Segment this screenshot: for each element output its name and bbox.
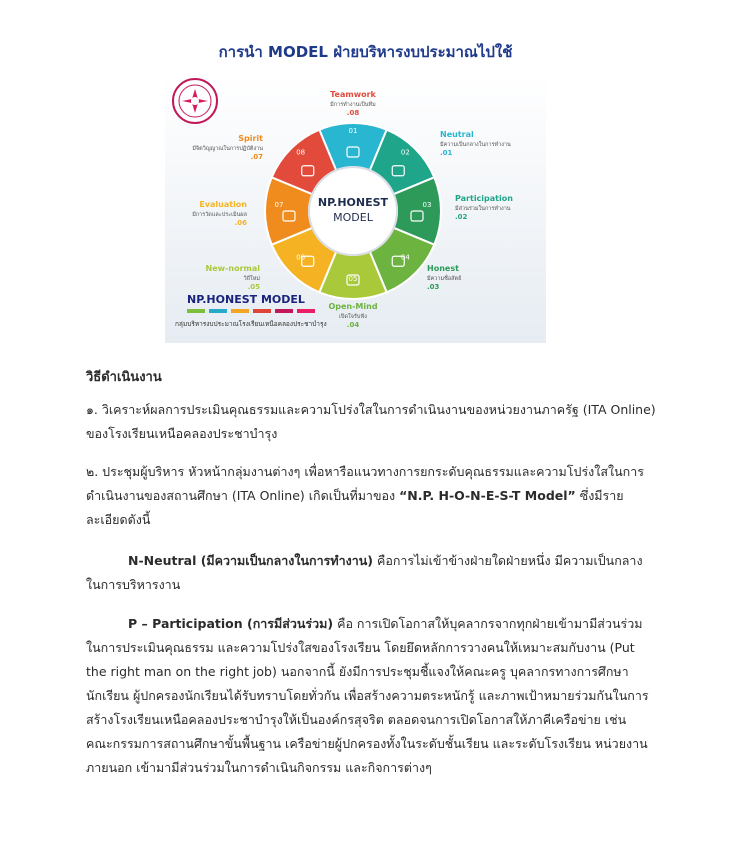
segment-number: 03 bbox=[422, 201, 432, 209]
segment-code: .03 bbox=[427, 283, 440, 291]
segment-title: Neutral bbox=[440, 130, 474, 139]
participation-text: คือ การเปิดโอกาสให้บุคลากรจากทุกฝ่ายเข้ามามีส่วนร่วมในการประเมินคุณธรรม และความโปร่งใสของโรงเรียน โดยยึดหลักการวางคนให้เหมาะสมกับงาน (Put the right man on the right job) นอกจากนี้ ยังมีการประชุมชี้แจงให้คณะครู บุคลากรทางการศึกษา นักเรียน ผู้ปกครองนักเรียนได้รับทราบโดยทั่วกัน เพื่อสร้างความตระหนักรู้ และภาพเป้าหมายร่วมกันในการสร้างโรงเรียนเหนือคลองประชาบำรุงให้เป็นองค์กรสุจริต ตลอดจนการเปิดโอกาสให้ภาคีเครือข่าย เช่น คณะกรรมการสถานศึกษาขั้นพื้นฐาน เครือข่ายผู้ปกครองทั้งในระดับชั้นเรียน และระดับโรงเรียน หน่วยงานภายนอก เข้ามามีส่วนร่วมในการดำเนินกิจกรรม และกิจการต่างๆ bbox=[86, 616, 649, 775]
segment-number: 06 bbox=[296, 253, 306, 262]
participation-term: P – Participation (การมีส่วนร่วม) bbox=[128, 616, 334, 631]
school-logo-icon bbox=[173, 79, 217, 123]
segment-number: 05 bbox=[348, 275, 358, 283]
segment-code: .07 bbox=[250, 153, 263, 161]
center-subtitle: MODEL bbox=[333, 211, 373, 224]
page-title: การนำ MODEL ฝ่ายบริหารงบประมาณไปใช้ bbox=[218, 43, 513, 61]
segment-code: .01 bbox=[440, 149, 453, 157]
paragraph-1: ๑. วิเคราะห์ผลการประเมินคุณธรรมและความโปร่งใสในการดำเนินงานของหน่วยงานภาครัฐ (ITA Online) ของโรงเรียนเหนือคลองประชาบำรุง bbox=[86, 402, 656, 441]
segment-desc: มีความซื่อสัตย์ bbox=[427, 276, 462, 282]
np-honest-model-figure bbox=[165, 73, 546, 343]
segment-number: 01 bbox=[348, 127, 358, 135]
legend-bar bbox=[187, 309, 205, 313]
legend-subtitle: กลุ่มบริหารงบประมาณโรงเรียนเหนือคลองประชาบำรุง bbox=[175, 320, 327, 328]
segment-desc: มีจิตวิญญาณในการปฏิบัติงาน bbox=[192, 146, 263, 152]
segment-code: .08 bbox=[346, 109, 360, 117]
segment-title: Spirit bbox=[238, 134, 263, 143]
segment-number: 02 bbox=[400, 148, 410, 157]
segment-desc: เปิดใจรับฟัง bbox=[339, 314, 367, 320]
segment-code: .04 bbox=[346, 321, 360, 329]
segment-number: 07 bbox=[274, 201, 284, 209]
segment-title: Teamwork bbox=[330, 90, 376, 99]
segment-code: .06 bbox=[234, 219, 247, 227]
legend-bar bbox=[253, 309, 271, 313]
neutral-term: N-Neutral (มีความเป็นกลางในการทำงาน) bbox=[128, 553, 373, 568]
model-name: “N.P. H-O-N-E-S-T Model” bbox=[399, 488, 576, 503]
paragraph-2-text: ๒. ประชุมผู้บริหาร หัวหน้ากลุ่มงานต่างๆ เพื่อหารือแนวทางการยกระดับคุณธรรมและความโปร่งใสในการดำเนินงานของสถานศึกษา (ITA Online) เกิดเป็นที่มาของ bbox=[86, 464, 644, 503]
segment-title: Participation bbox=[455, 194, 513, 203]
segment-title: Honest bbox=[427, 264, 459, 273]
legend-bar bbox=[209, 309, 227, 313]
legend-bar bbox=[275, 309, 293, 313]
section-heading: วิธีดำเนินงาน bbox=[86, 370, 162, 385]
segment-desc: มีการทำงานเป็นทีม bbox=[330, 102, 376, 108]
legend-title: NP.HONEST MODEL bbox=[187, 293, 305, 306]
center-title: NP.HONEST bbox=[317, 196, 389, 209]
paragraph-participation bbox=[86, 612, 656, 780]
paragraph-2-tail: ซึ่งมีรายละเอียดดังนี้ bbox=[86, 488, 624, 527]
segment-number: 08 bbox=[296, 148, 306, 157]
segment-title: Evaluation bbox=[199, 200, 247, 209]
segment-desc: มีส่วนร่วมในการทำงาน bbox=[455, 206, 511, 212]
legend-bar bbox=[231, 309, 249, 313]
paragraph-2 bbox=[86, 460, 656, 532]
segment-desc: มีการวัดและประเมินผล bbox=[192, 212, 247, 218]
legend-bar bbox=[297, 309, 315, 313]
segment-desc: มีความเป็นกลางในการทำงาน bbox=[440, 142, 511, 148]
neutral-text: คือการไม่เข้าข้างฝ่ายใดฝ่ายหนึ่ง มีความเป็นกลางในการบริหารงาน bbox=[86, 553, 643, 592]
segment-number: 04 bbox=[400, 253, 410, 262]
segment-code: .05 bbox=[247, 283, 260, 291]
segment-title: New-normal bbox=[205, 264, 260, 273]
segment-desc: วิถีใหม่ bbox=[243, 276, 260, 282]
segment-code: .02 bbox=[455, 213, 468, 221]
paragraph-neutral bbox=[86, 549, 656, 597]
segment-title: Open-Mind bbox=[328, 302, 378, 311]
